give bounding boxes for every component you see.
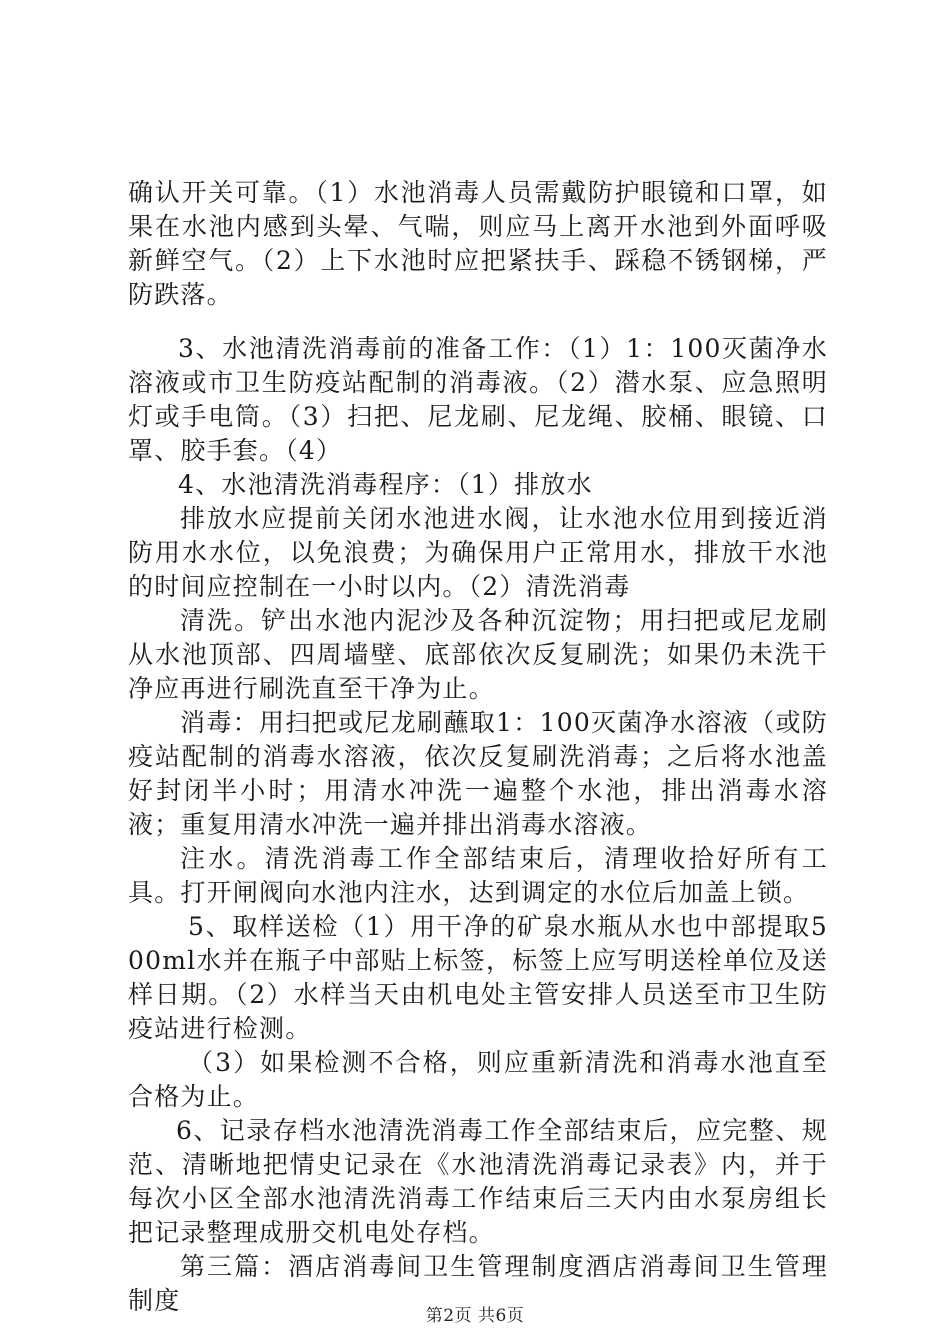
paragraph-safety-notes: 确认开关可靠。（1）水池消毒人员需戴防护眼镜和口罩，如果在水池内感到头晕、气喘，则应马上离开水池到外面呼吸新鲜空气。（2）上下水池时应把紧扶手、踩稳不锈钢梯，严防跌落。: [128, 178, 828, 309]
paragraph-refill: 注水。清洗消毒工作全部结束后，清理收拾好所有工具。打开闸阀向水池内注水，达到调定的水位后加盖上锁。: [128, 844, 828, 907]
paragraph-sampling: 5、取样送检（1）用干净的矿泉水瓶从水也中部提取500ml水并在瓶子中部贴上标签，标签上应写明送栓单位及送样日期。（2）水样当天由机电处主管安排人员送至市卫生防疫站进行检测。: [128, 912, 828, 1043]
paragraph-procedure-heading: 4、水池清洗消毒程序：（1）排放水: [178, 470, 593, 499]
paragraph-retest: （3）如果检测不合格，则应重新清洗和消毒水池直至合格为止。: [128, 1048, 828, 1111]
paragraph-records: 6、记录存档水池清洗消毒工作全部结束后，应完整、规范、清晰地把情史记录在《水池清洗消毒记录表》内，并于每次小区全部水池清洗消毒工作结束后三天内由水泵房组长把记录整理成册交机电处存档。: [128, 1116, 828, 1247]
paragraph-cleaning: 清洗。铲出水池内泥沙及各种沉淀物；用扫把或尼龙刷从水池顶部、四周墙壁、底部依次反复刷洗；如果仍未洗干净应再进行刷洗直至干净为止。: [128, 606, 828, 703]
page-footer: 第2页 共6页: [425, 1306, 525, 1326]
document-body: [128, 176, 828, 1318]
paragraph-drain-water: 排放水应提前关闭水池进水阀，让水池水位用到接近消防用水水位，以免浪费；为确保用户正常用水，排放干水池的时间应控制在一小时以内。（2）清洗消毒: [128, 504, 828, 601]
paragraph-preparation: 3、水池清洗消毒前的准备工作：（1）1：100灭菌净水溶液或市卫生防疫站配制的消毒液。（2）潜水泵、应急照明灯或手电筒。（3）扫把、尼龙刷、尼龙绳、胶桶、眼镜、口罩、胶手套。（4）: [128, 334, 828, 465]
section-heading-part-three: 第三篇：酒店消毒间卫生管理制度酒店消毒间卫生管理制度: [128, 1252, 828, 1315]
paragraph-disinfection: 消毒：用扫把或尼龙刷蘸取1：100灭菌净水溶液（或防疫站配制的消毒水溶液，依次反复刷洗消毒；之后将水池盖好封闭半小时；用清水冲洗一遍整个水池，排出消毒水溶液；重复用清水冲洗一遍并排出消毒水溶液。: [128, 708, 828, 839]
